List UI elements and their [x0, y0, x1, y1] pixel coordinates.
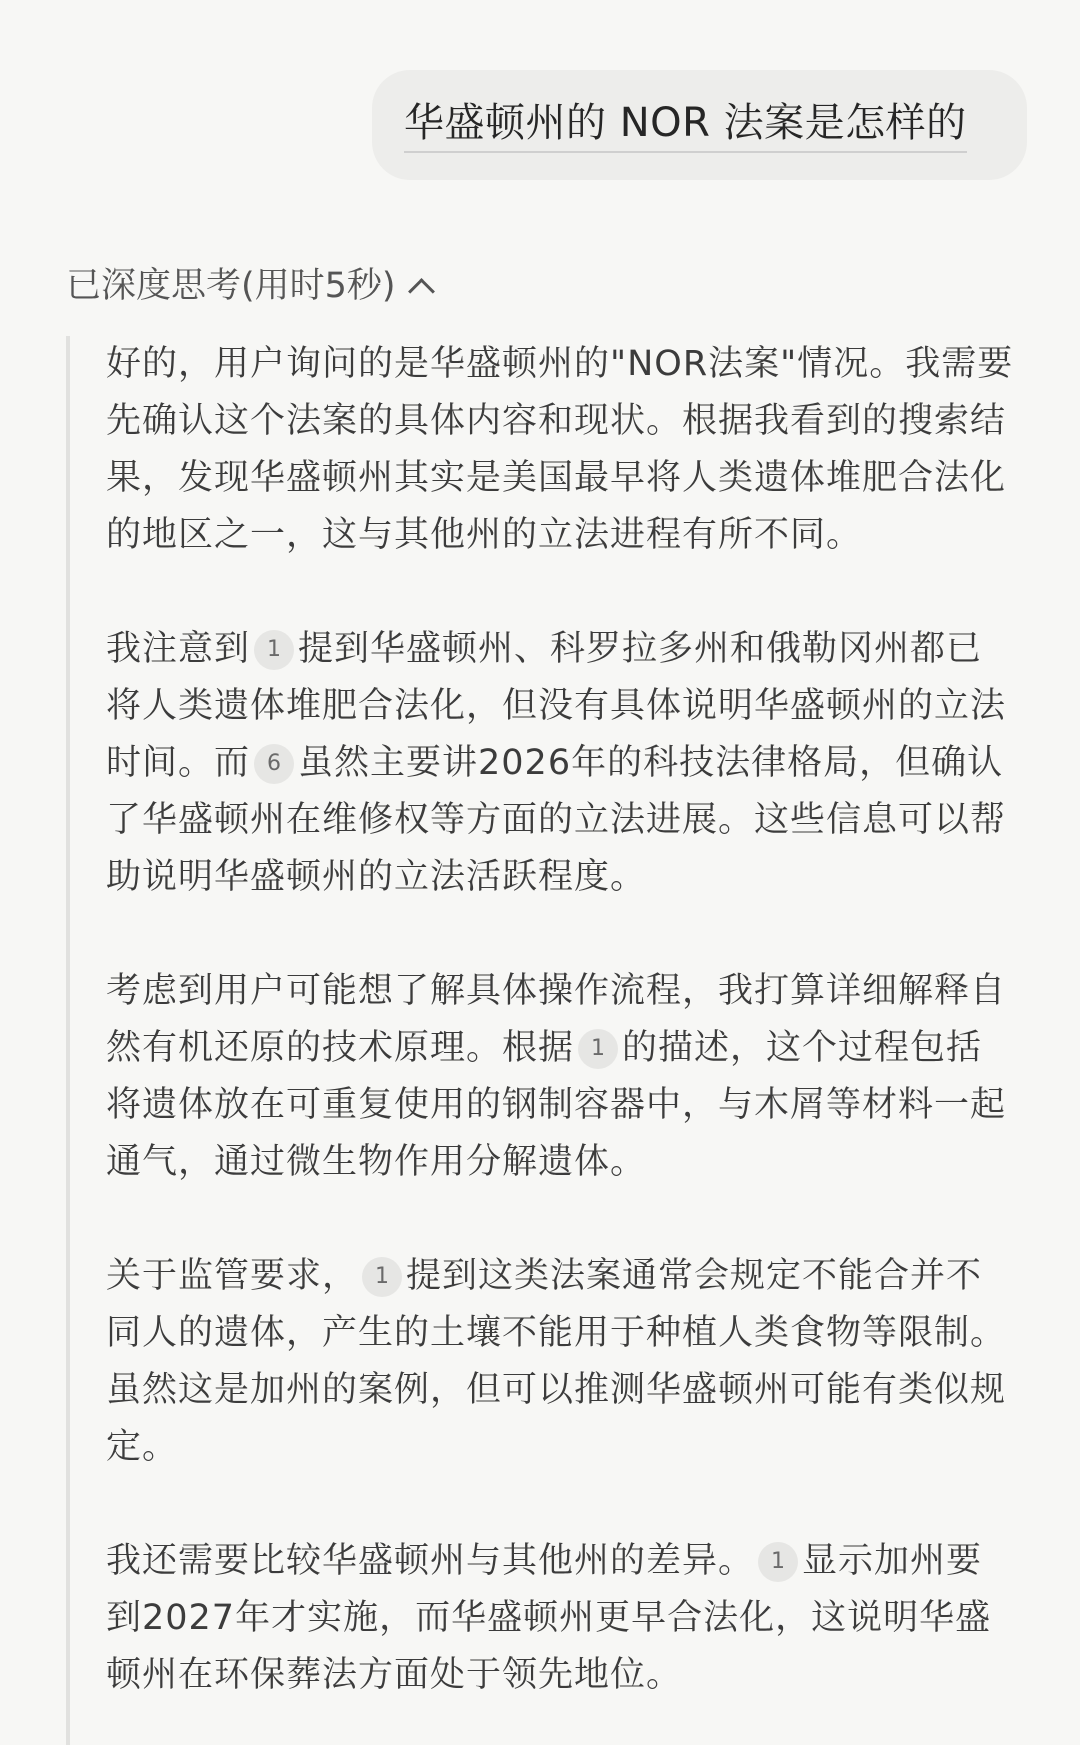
thinking-content [66, 336, 1026, 1745]
thinking-paragraph [106, 1248, 1018, 1476]
user-message-bubble [372, 70, 1027, 180]
citation-badge[interactable]: 6 [254, 744, 294, 784]
paragraph-text: 好的，用户询问的是华盛顿州的"NOR法案"情况。我需要先确认这个法案的具体内容和现状。根据我看到的搜索结果，发现华盛顿州其实是美国最早将人类遗体堆肥合法化的地区之一，这与其他州的立法进程有所不同。 [106, 344, 1014, 555]
user-message-text: 华盛顿州的 NOR 法案是怎样的 [404, 97, 967, 153]
citation-badge[interactable]: 1 [362, 1257, 402, 1297]
paragraph-text: 关于监管要求， [106, 1256, 359, 1296]
thinking-toggle[interactable] [66, 262, 431, 310]
chevron-up-icon [408, 278, 435, 305]
paragraph-text: 的描述，这个过程包括将遗体放在可重复使用的钢制容器中，与木屑等材料一起通气，通过微生物作用分解遗体。 [106, 1028, 1007, 1182]
thinking-paragraph [106, 963, 1018, 1191]
citation-badge[interactable]: 1 [758, 1542, 798, 1582]
paragraph-text: 考虑到用户可能想了解具体操作流程，我打算详细解释自然有机还原的技术原理。根据 [106, 971, 1007, 1068]
paragraph-text: 我注意到 [106, 629, 251, 669]
citation-badge[interactable]: 1 [254, 630, 294, 670]
paragraph-text: 显示加州要到2027年才实施，而华盛顿州更早合法化，这说明华盛顿州在环保葬法方面处于领先地位。 [106, 1541, 992, 1695]
citation-badge[interactable]: 1 [578, 1029, 618, 1069]
paragraph-text: 虽然主要讲2026年的科技法律格局，但确认了华盛顿州在维修权等方面的立法进展。这些信息可以帮助说明华盛顿州的立法活跃程度。 [106, 743, 1007, 897]
paragraph-text: 我还需要比较华盛顿州与其他州的差异。 [106, 1541, 755, 1581]
thinking-paragraph [106, 336, 1018, 564]
paragraph-text: 提到华盛顿州、科罗拉多州和俄勒冈州都已将人类遗体堆肥合法化，但没有具体说明华盛顿州的立法时间。而 [106, 629, 1007, 783]
thinking-paragraph [106, 621, 1018, 906]
thinking-paragraph [106, 1533, 1018, 1704]
thinking-header-label: 已深度思考(用时5秒) [66, 266, 396, 306]
paragraph-text: 提到这类法案通常会规定不能合并不同人的遗体，产生的土壤不能用于种植人类食物等限制。虽然这是加州的案例，但可以推测华盛顿州可能有类似规定。 [106, 1256, 1007, 1467]
